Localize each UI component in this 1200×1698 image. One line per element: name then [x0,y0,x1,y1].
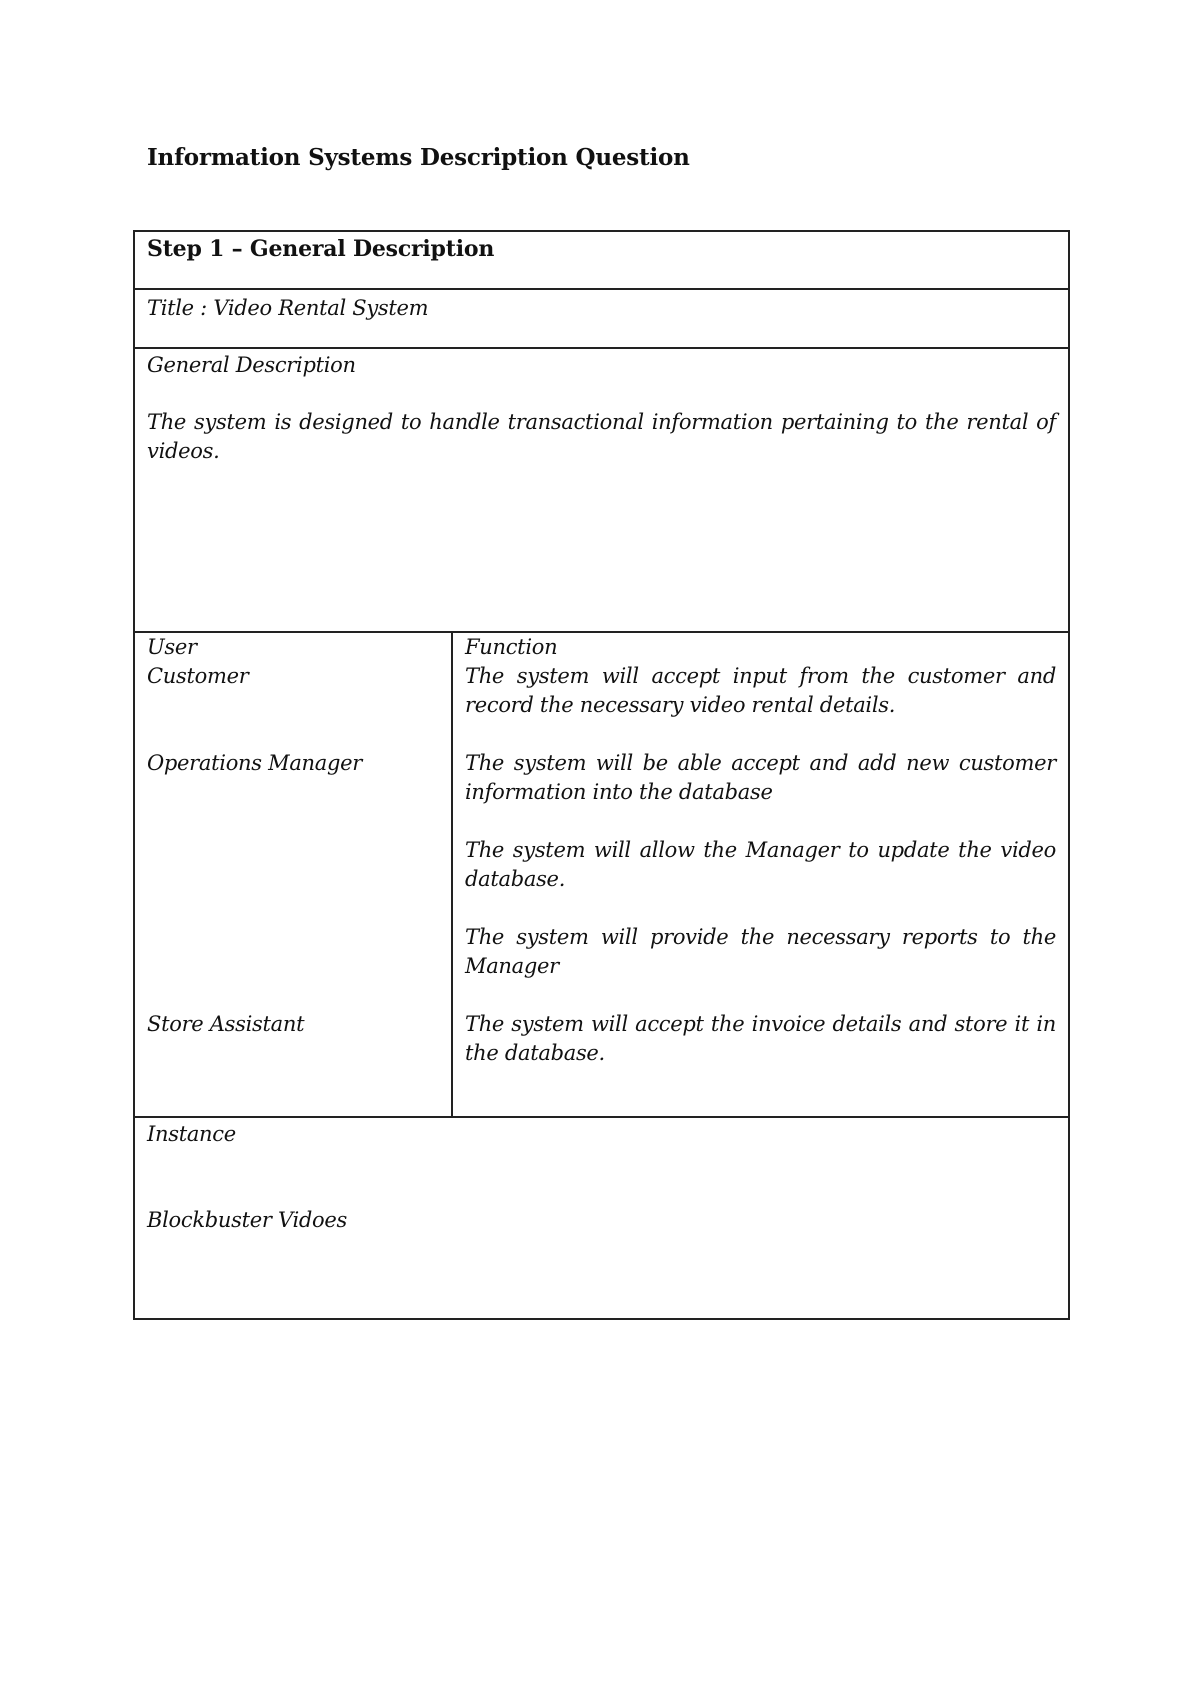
system-title: Title : Video Rental System [147,296,429,320]
spacer [465,720,1056,749]
function-customer-record: The system will accept input from the customer and record the necessary video rental details. [465,664,1056,717]
general-description-label: General Description [147,353,356,377]
document-title: Information Systems Description Question [147,144,690,171]
user-operations-manager: Operations Manager [147,751,362,775]
spacer [147,720,439,749]
instance-label: Instance [147,1122,236,1146]
user-customer: Customer [147,664,249,688]
function-store-assistant-invoice: The system will accept the invoice details and store it in the database. [465,1012,1056,1065]
spacer [465,981,1056,1010]
user-header: User [147,635,197,659]
step-heading: Step 1 – General Description [147,236,495,262]
system-title-row [135,290,1068,349]
system-description-form [133,230,1070,1320]
instance-row [135,1118,1068,1318]
spacer [465,894,1056,923]
function-column [453,633,1068,1116]
spacer [147,778,439,1010]
function-header: Function [465,635,558,659]
instance-value: Blockbuster Vidoes [147,1208,348,1232]
general-description-text: The system is designed to handle transactional information pertaining to the rental of videos. [147,410,1056,463]
user-column [135,633,453,1116]
user-store-assistant: Store Assistant [147,1012,305,1036]
function-manager-reports: The system will provide the necessary reports to the Manager [465,925,1056,978]
function-manager-update-video: The system will allow the Manager to update the video database. [465,838,1056,891]
spacer [147,691,439,720]
users-functions-row [135,633,1068,1118]
step-heading-row [135,232,1068,290]
spacer [465,807,1056,836]
function-manager-add-customer: The system will be able accept and add new customer information into the database [465,751,1056,804]
general-description-row [135,349,1068,633]
